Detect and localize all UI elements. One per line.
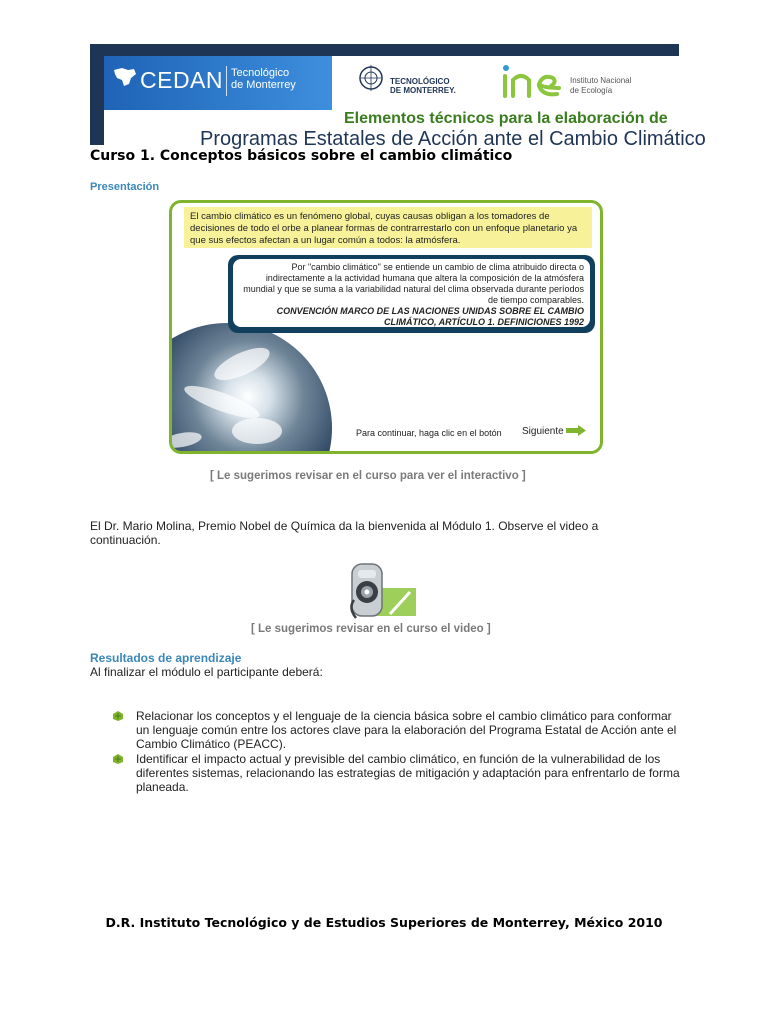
ine-line-2: de Ecología [570, 86, 613, 95]
logo-divider [226, 66, 227, 96]
map-icon [112, 66, 138, 88]
video-intro: El Dr. Mario Molina, Premio Nobel de Química da la bienvenida al Módulo 1. Observe el video a continuación. [90, 519, 599, 547]
tec-line-2: DE MONTERREY. [390, 86, 456, 95]
video-notice: [ Le sugerimos revisar en el curso el video ] [251, 623, 491, 635]
tec-seal-icon [359, 63, 383, 93]
banner-content [104, 56, 706, 150]
outcome-text: Relacionar los conceptos y el lenguaje de la ciencia básica sobre el cambio climático para conformar un lenguaje común entre los actores clave para la elaboración del Programa Estatal de Acción ante el Cambio Climático (PEACC). [136, 709, 677, 751]
cedan-logo [104, 56, 332, 110]
leaf-bullet-icon [112, 710, 124, 722]
tec-line-1: TECNOLÓGICO [390, 77, 450, 86]
continue-instruction: Para continuar, haga clic en el botón [356, 428, 502, 438]
banner-subtitle: Elementos técnicos para la elaboración de [344, 110, 668, 127]
presentation-interactive[interactable] [169, 200, 603, 454]
tec-logo-text [390, 77, 456, 95]
cedan-name: CEDAN [140, 67, 224, 93]
copyright-footer: D.R. Instituto Tecnológico y de Estudios Superiores de Monterrey, México 2010 [105, 915, 663, 930]
cedan-sub-line-1: Tecnológico [231, 67, 290, 79]
header-banner [90, 44, 706, 150]
interactive-notice: [ Le sugerimos revisar en el curso para ver el interactivo ] [210, 470, 526, 482]
intro-note: El cambio climático es un fenómeno global, cuyas causas obligan a los tomadores de decisiones de todo el orbe a planear formas de contrarrestarlo con un enfoque planetario ya que sus efectos afectan a un lugar común a todos: la atmósfera. [184, 207, 592, 248]
presentation-heading: Presentación [90, 181, 160, 193]
learning-outcomes-list [112, 709, 682, 795]
ine-line-1: Instituto Nacional [570, 76, 632, 85]
next-label: Siguiente [522, 426, 564, 437]
ine-logo-text [570, 76, 631, 96]
cedan-sub-line-2: de Monterrey [231, 79, 296, 91]
cedan-subtitle [231, 67, 296, 91]
learning-intro: Al finalizar el módulo el participante deberá: [90, 665, 323, 679]
banner-title: Programas Estatales de Acción ante el Cambio Climático [200, 128, 706, 150]
quote-text: Por "cambio climático" se entiende un cambio de clima atribuido directa o indirectamente a la actividad humana que altera la composición de la atmósfera mundial y que se suma a la variabilidad natural del clima observada durante períodos de tiempo comparables. [243, 262, 584, 305]
learning-heading: Resultados de aprendizaje [90, 651, 242, 665]
arrow-right-icon [566, 425, 586, 436]
leaf-bullet-icon [112, 753, 124, 765]
definition-quote-box [228, 255, 595, 333]
earth-image [169, 323, 332, 454]
next-button[interactable] [522, 425, 586, 437]
list-item [112, 709, 682, 751]
ine-logo-icon [499, 62, 563, 102]
outcome-text: Identificar el impacto actual y previsible del cambio climático, en función de la vulnerabilidad de los diferentes sistemas, relacionando las estrategias de mitigación y adaptación para enfrentarlo de forma planeada. [136, 752, 680, 794]
quote-source: CONVENCIÓN MARCO DE LAS NACIONES UNIDAS SOBRE EL CAMBIO CLIMÁTICO, ARTÍCULO 1. DEFINICIONES 1992 [276, 306, 584, 327]
definition-quote [233, 259, 590, 327]
video-camera-icon[interactable] [346, 560, 418, 622]
course-title: Curso 1. Conceptos básicos sobre el cambio climático [90, 148, 513, 164]
list-item [112, 752, 682, 794]
